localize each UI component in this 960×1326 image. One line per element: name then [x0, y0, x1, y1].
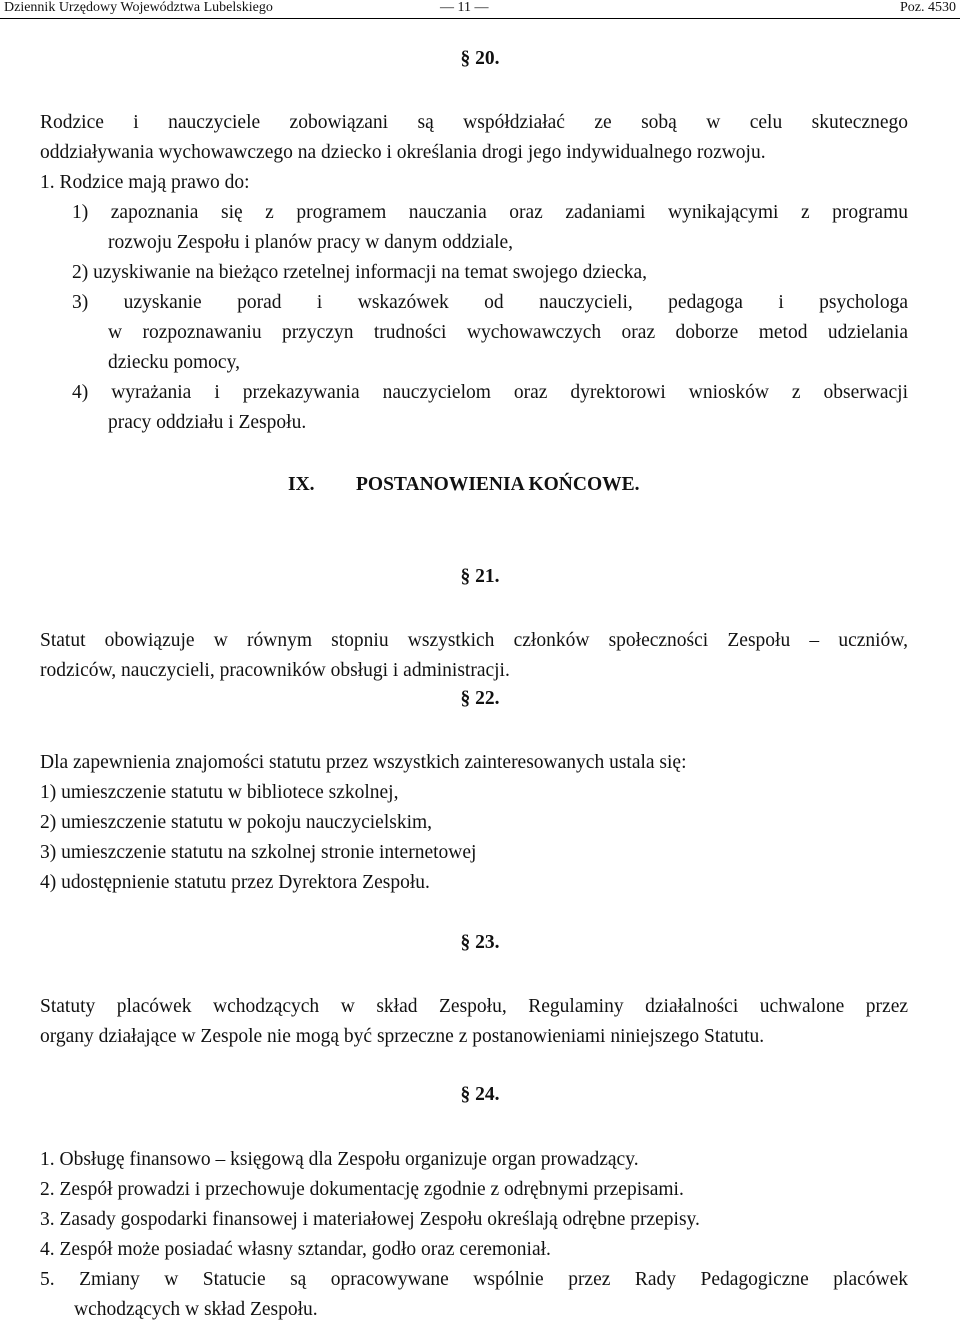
position-number: Poz. 4530 [900, 0, 956, 15]
paragraph-line: organy działające w Zespole nie mogą być sprzeczne z postanowieniami niniejszego Statutu. [40, 1026, 765, 1047]
section-21-heading: § 21. [460, 566, 500, 587]
list-item-cont: w rozpoznawaniu przyczyn trudności wychowawczych oraz doborze metod udzielania [108, 322, 908, 343]
section-22-list [40, 778, 908, 898]
page-number: — 11 — [440, 0, 489, 15]
list-item: 1) umieszczenie statutu w bibliotece szkolnej, [40, 782, 399, 803]
list-item: 2) uzyskiwanie na bieżąco rzetelnej informacji na temat swojego dziecka, [72, 262, 647, 283]
list-item: 1) zapoznania się z programem nauczania oraz zadaniami wynikającymi z programu [72, 202, 908, 223]
section-22-intro [40, 748, 908, 778]
list-item-cont: rozwoju Zespołu i planów pracy w danym oddziale, [108, 232, 514, 253]
list-item: 2) umieszczenie statutu w pokoju nauczycielskim, [40, 812, 433, 833]
list-item: 4. Zespół może posiadać własny sztandar, godło oraz ceremoniał. [40, 1239, 551, 1260]
paragraph-line: rodziców, nauczycieli, pracowników obsługi i administracji. [40, 660, 510, 681]
paragraph-line: Rodzice i nauczyciele zobowiązani są współdziałać ze sobą w celu skutecznego [40, 112, 908, 133]
chapter-number: IX. [288, 474, 315, 495]
point-line: 1. Rodzice mają prawo do: [40, 172, 250, 193]
list-item: 4) wyrażania i przekazywania nauczycielom oraz dyrektorowi wniosków z obserwacji [72, 382, 908, 403]
section-23-paragraph [40, 992, 908, 1052]
list-item: 2. Zespół prowadzi i przechowuje dokumentację zgodnie z odrębnymi przepisami. [40, 1179, 684, 1200]
page-header [0, 0, 960, 20]
paragraph-line: Statuty placówek wchodzących w skład Zespołu, Regulaminy działalności uchwalone przez [40, 996, 908, 1017]
list-item-cont: pracy oddziału i Zespołu. [108, 412, 307, 433]
list-item-cont: dziecku pomocy, [108, 352, 240, 373]
section-22-heading: § 22. [460, 688, 500, 709]
section-21-paragraph [40, 626, 908, 686]
paragraph-line: Dla zapewnienia znajomości statutu przez wszystkich zainteresowanych ustala się: [40, 752, 687, 773]
list-item: 3) umieszczenie statutu na szkolnej stronie internetowej [40, 842, 477, 863]
journal-title: Dziennik Urzędowy Województwa Lubelskiego [4, 0, 273, 15]
chapter-title: POSTANOWIENIA KOŃCOWE. [356, 474, 640, 495]
list-item: 5. Zmiany w Statucie są opracowywane wspólnie przez Rady Pedagogiczne placówek [40, 1269, 908, 1290]
section-20-paragraph [40, 108, 908, 168]
section-20-heading: § 20. [460, 48, 500, 69]
section-24-list [40, 1145, 908, 1325]
list-item: 1. Obsługę finansowo – księgową dla Zespołu organizuje organ prowadzący. [40, 1149, 639, 1170]
list-item: 4) udostępnienie statutu przez Dyrektora Zespołu. [40, 872, 430, 893]
section-20-list [72, 198, 908, 438]
paragraph-line: Statut obowiązuje w równym stopniu wszystkich członków społeczności Zespołu – uczniów, [40, 630, 908, 651]
list-item-cont: wchodzących w skład Zespołu. [74, 1299, 318, 1320]
list-item: 3) uzyskanie porad i wskazówek od nauczycieli, pedagoga i psychologa [72, 292, 908, 313]
list-item: 3. Zasady gospodarki finansowej i materiałowej Zespołu określają odrębne przepisy. [40, 1209, 700, 1230]
header-divider [0, 18, 960, 19]
section-24-heading: § 24. [460, 1084, 500, 1105]
section-23-heading: § 23. [460, 932, 500, 953]
section-20-point-1 [40, 168, 908, 198]
paragraph-line: oddziaływania wychowawczego na dziecko i określania drogi jego indywidualnego rozwoju. [40, 142, 766, 163]
